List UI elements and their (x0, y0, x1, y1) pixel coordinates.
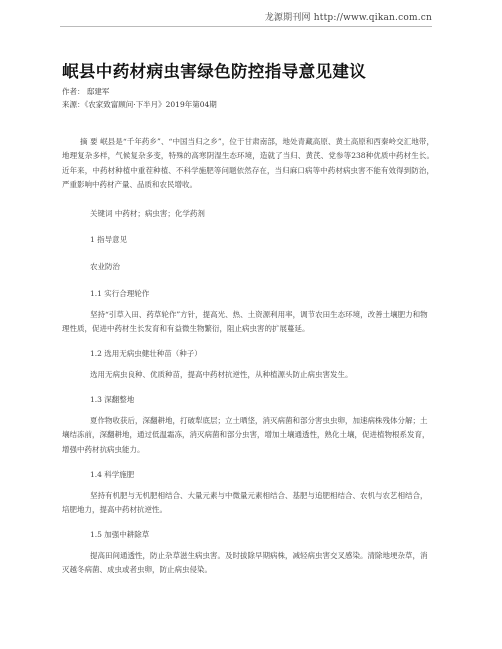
subsection-heading-1-5: 1.5 加强中耕除草 (90, 530, 150, 539)
subsection-heading-1-1: 1.1 实行合理轮作 (90, 289, 150, 298)
article-author: 作者： 邸建军 (62, 87, 110, 96)
paragraph-1-3: 夏作物收获后，深翻耕地，打破犁底层；立土晒垡，消灭病菌和部分害虫虫卵，加速病株残体分解；土壤结冻前，深翻耕地，通过低温霜冻，消灭病菌和部分虫害，增加土壤通透性，熟化土壤，促进植物根系发育，增强中药材抗病虫能力。 (62, 416, 430, 454)
article-source: 来源：《农家致富顾问·下半月》2019年第04期 (62, 100, 217, 109)
section-heading-1: 1 指导意见 (90, 235, 128, 244)
paragraph-1-4: 坚持有机肥与无机肥相结合、大量元素与中微量元素相结合、基肥与追肥相结合、农机与农艺相结合，培肥地力，提高中药材抗逆性。 (62, 491, 428, 515)
subsection-heading-1-3: 1.3 深翻整地 (90, 395, 135, 404)
journal-site-header: 龙源期刊网 http://www.qikan.com.cn (264, 13, 432, 23)
header-divider (60, 26, 432, 27)
paragraph-1-2: 选用无病虫良种、优质种苗，提高中药材抗逆性，从种植源头防止病虫害发生。 (90, 370, 353, 379)
subsection-heading-1-2: 1.2 选用无病虫健壮种苗（种子） (90, 349, 202, 358)
subsection-agricultural-control: 农业防治 (90, 262, 120, 271)
paragraph-1-1: 坚持“引草入田、药草轮作”方针，提高光、热、土资源利用率，调节农田生态环境，改善土壤肥力和物理性质，促进中药材生长发育和有益微生物繁衍，阻止病虫害的扩展蔓延。 (62, 310, 428, 334)
keywords: 关键词 中药材；病虫害；化学药剂 (90, 209, 205, 218)
paragraph-1-5: 提高田间通透性，防止杂草滋生病虫害。及时拔除早期病株，减轻病虫害交叉感染。清除地埂杂草，消灭越冬病菌、成虫或者虫卵，防止病虫侵染。 (62, 551, 428, 575)
subsection-heading-1-4: 1.4 科学施肥 (90, 470, 135, 479)
article-title: 岷县中药材病虫害绿色防控指导意见建议 (62, 62, 367, 81)
article-abstract: 摘 要 岷县是“千年药乡”、“中国当归之乡”，位于甘肃南部，地处青藏高原、黄土高原和西秦岭交汇地带，地理复杂多样，气候复杂多变，特殊的高寒阴湿生态环境，造就了当归、黄芪、党参等238种优质中药材生长。近年来，中药材种植中重茬种植、不科学施肥等问题依然存在，当归麻口病等中药材病虫害不能有效得到防治，严重影响中药材产量、品质和农民增收。 (62, 137, 434, 189)
